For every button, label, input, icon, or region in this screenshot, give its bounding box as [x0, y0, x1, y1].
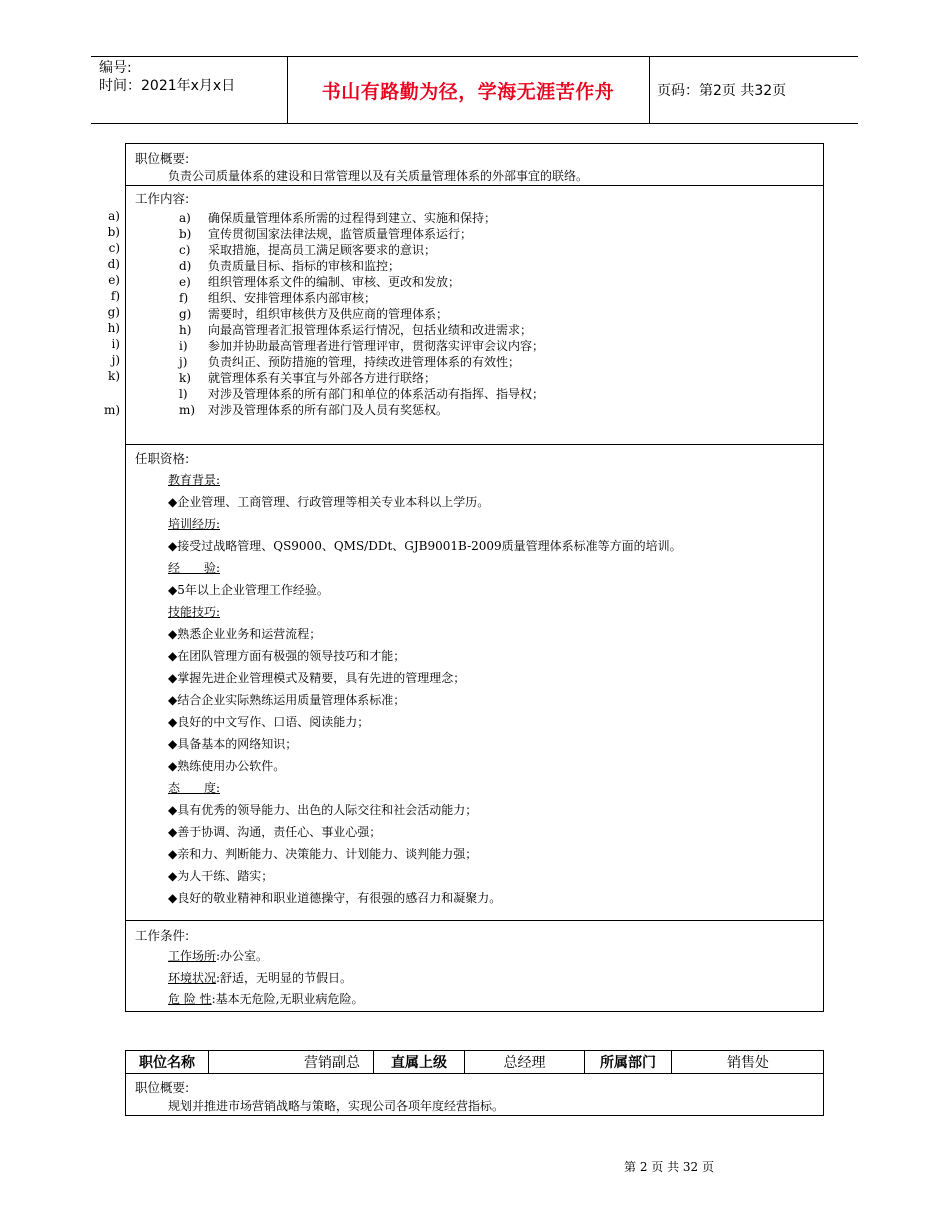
outer-letter: k)	[108, 369, 120, 383]
position-description-box	[125, 143, 824, 1012]
workplace-label: 工作场所	[168, 949, 217, 963]
outer-letter: e)	[108, 273, 120, 287]
environment-value: :舒适，无明显的节假日。	[216, 971, 353, 985]
outer-letter: i)	[111, 337, 120, 351]
item-text: 确保质量管理体系所需的过程得到建立、实施和保持；	[208, 211, 497, 225]
item-letter: g)	[179, 307, 192, 321]
item-text: 向最高管理者汇报管理体系运行情况，包括业绩和改进需求；	[208, 323, 533, 337]
department-label: 所属部门	[600, 1055, 656, 1071]
list-item: ◆掌握先进企业管理模式及精要，具有先进的管理理念；	[168, 671, 466, 685]
section-divider	[126, 920, 823, 921]
outer-letter: h)	[107, 321, 120, 335]
duties-title: 工作内容:	[135, 191, 190, 206]
item-text: 组织、安排管理体系内部审核；	[208, 291, 377, 305]
position-name-label: 职位名称	[139, 1055, 195, 1071]
item-text: 参加并协助最高管理者进行管理评审，贯彻落实评审会议内容；	[208, 339, 545, 353]
outer-letter: d)	[107, 257, 120, 271]
superior-label: 直属上级	[391, 1055, 447, 1071]
item-letter: h)	[179, 323, 192, 337]
header-divider	[649, 57, 650, 123]
item-letter: m)	[179, 403, 196, 417]
outer-letter: j)	[111, 353, 120, 367]
summary-title: 职位概要:	[135, 151, 190, 166]
summary-text: 规划并推进市场营销战略与策略，实现公司各项年度经营指标。	[168, 1099, 505, 1113]
list-item: ◆为人干练、踏实；	[168, 869, 274, 883]
header-page-label: 页码：第2页 共32页	[657, 83, 787, 99]
attitude-label: 态 度:	[168, 781, 221, 795]
section-divider	[126, 185, 823, 186]
outer-letter: b)	[107, 225, 120, 239]
item-text: 组织管理体系文件的编制、审核、更改和发放；	[208, 275, 461, 289]
number-label: 编号:	[99, 60, 132, 76]
item-text: 对涉及管理体系的所有部门及人员有奖惩权。	[208, 403, 449, 417]
list-item: ◆熟悉企业业务和运营流程；	[168, 627, 322, 641]
training-label: 培训经历:	[168, 517, 221, 531]
list-item: ◆具有优秀的领导能力、出色的人际交往和社会活动能力；	[168, 803, 478, 817]
superior-value: 总经理	[503, 1055, 546, 1071]
conditions-title: 工作条件:	[135, 928, 190, 943]
item-letter: e)	[179, 275, 191, 289]
header-meta	[99, 59, 235, 95]
environment-label: 环境状况	[168, 971, 217, 985]
item-text: 负责质量目标、指标的审核和监控；	[208, 259, 401, 273]
item-letter: k)	[179, 371, 191, 385]
list-item: ◆熟练使用办公软件。	[168, 759, 286, 773]
summary-text: 负责公司质量体系的建设和日常管理以及有关质量管理体系的外部事宜的联络。	[168, 169, 589, 183]
item-text: 对涉及管理体系的所有部门和单位的体系活动有指挥、指导权；	[208, 387, 545, 401]
time-label: 时间：2021年x月x日	[99, 78, 236, 94]
danger-line	[168, 990, 364, 1007]
position-name-value: 营销副总	[304, 1055, 360, 1071]
item-letter: j)	[179, 355, 188, 369]
outer-letter: g)	[107, 305, 120, 319]
workplace-value: :办公室。	[216, 949, 269, 963]
list-item: ◆良好的中文写作、口语、阅读能力；	[168, 715, 370, 729]
item-letter: b)	[179, 227, 192, 241]
item-letter: l)	[179, 387, 188, 401]
outer-letter: f)	[110, 289, 120, 303]
item-letter: i)	[179, 339, 188, 353]
page-header	[91, 56, 858, 124]
list-item: ◆在团队管理方面有极强的领导技巧和才能；	[168, 649, 406, 663]
danger-value: :基本无危险,无职业病危险。	[211, 992, 364, 1006]
qualifications-title: 任职资格:	[135, 451, 190, 466]
outer-letter: c)	[108, 241, 120, 255]
list-item: ◆结合企业实际熟练运用质量管理体系标准；	[168, 693, 406, 707]
list-item: ◆企业管理、工商管理、行政管理等相关专业本科以上学历。	[168, 495, 490, 509]
experience-label: 经 验:	[168, 561, 221, 575]
item-letter: a)	[179, 211, 191, 225]
page-footer: 第 2 页 共 32 页	[624, 1160, 714, 1174]
education-label: 教育背景:	[168, 473, 221, 487]
list-item: ◆接受过战略管理、QS9000、QMS/DDt、GJB9001B-2009质量管理体系标准等方面的培训。	[168, 539, 682, 553]
list-item: ◆善于协调、沟通，责任心、事业心强；	[168, 825, 382, 839]
header-motto: 书山有路勤为径，学海无涯苦作舟	[321, 80, 615, 103]
item-text: 宣传贯彻国家法律法规，监管质量管理体系运行；	[208, 227, 473, 241]
summary-title: 职位概要:	[135, 1080, 190, 1095]
environment-line	[168, 969, 352, 986]
skills-label: 技能技巧:	[168, 605, 221, 619]
item-letter: d)	[179, 259, 192, 273]
department-value: 销售处	[727, 1055, 769, 1071]
item-text: 负责纠正、预防措施的管理，持续改进管理体系的有效性；	[208, 355, 521, 369]
item-text: 需要时，组织审核供方及供应商的管理体系；	[208, 307, 449, 321]
list-item: ◆亲和力、判断能力、决策能力、计划能力、谈判能力强；	[168, 847, 478, 861]
next-position-table	[125, 1050, 824, 1116]
item-text: 就管理体系有关事宜与外部各方进行联络；	[208, 371, 437, 385]
workplace-line	[168, 947, 268, 964]
outer-letter: a)	[108, 209, 120, 223]
item-text: 采取措施，提高员工满足顾客要求的意识；	[208, 243, 437, 257]
danger-label: 危 险 性	[168, 992, 212, 1006]
outer-letter: m)	[103, 403, 120, 417]
item-letter: f)	[179, 291, 189, 305]
list-item: ◆具备基本的网络知识；	[168, 737, 298, 751]
section-divider	[126, 444, 823, 445]
item-letter: c)	[179, 243, 191, 257]
table-row	[126, 1051, 823, 1074]
list-item: ◆5年以上企业管理工作经验。	[168, 583, 329, 597]
list-item: ◆良好的敬业精神和职业道德操守，有很强的感召力和凝聚力。	[168, 891, 502, 905]
